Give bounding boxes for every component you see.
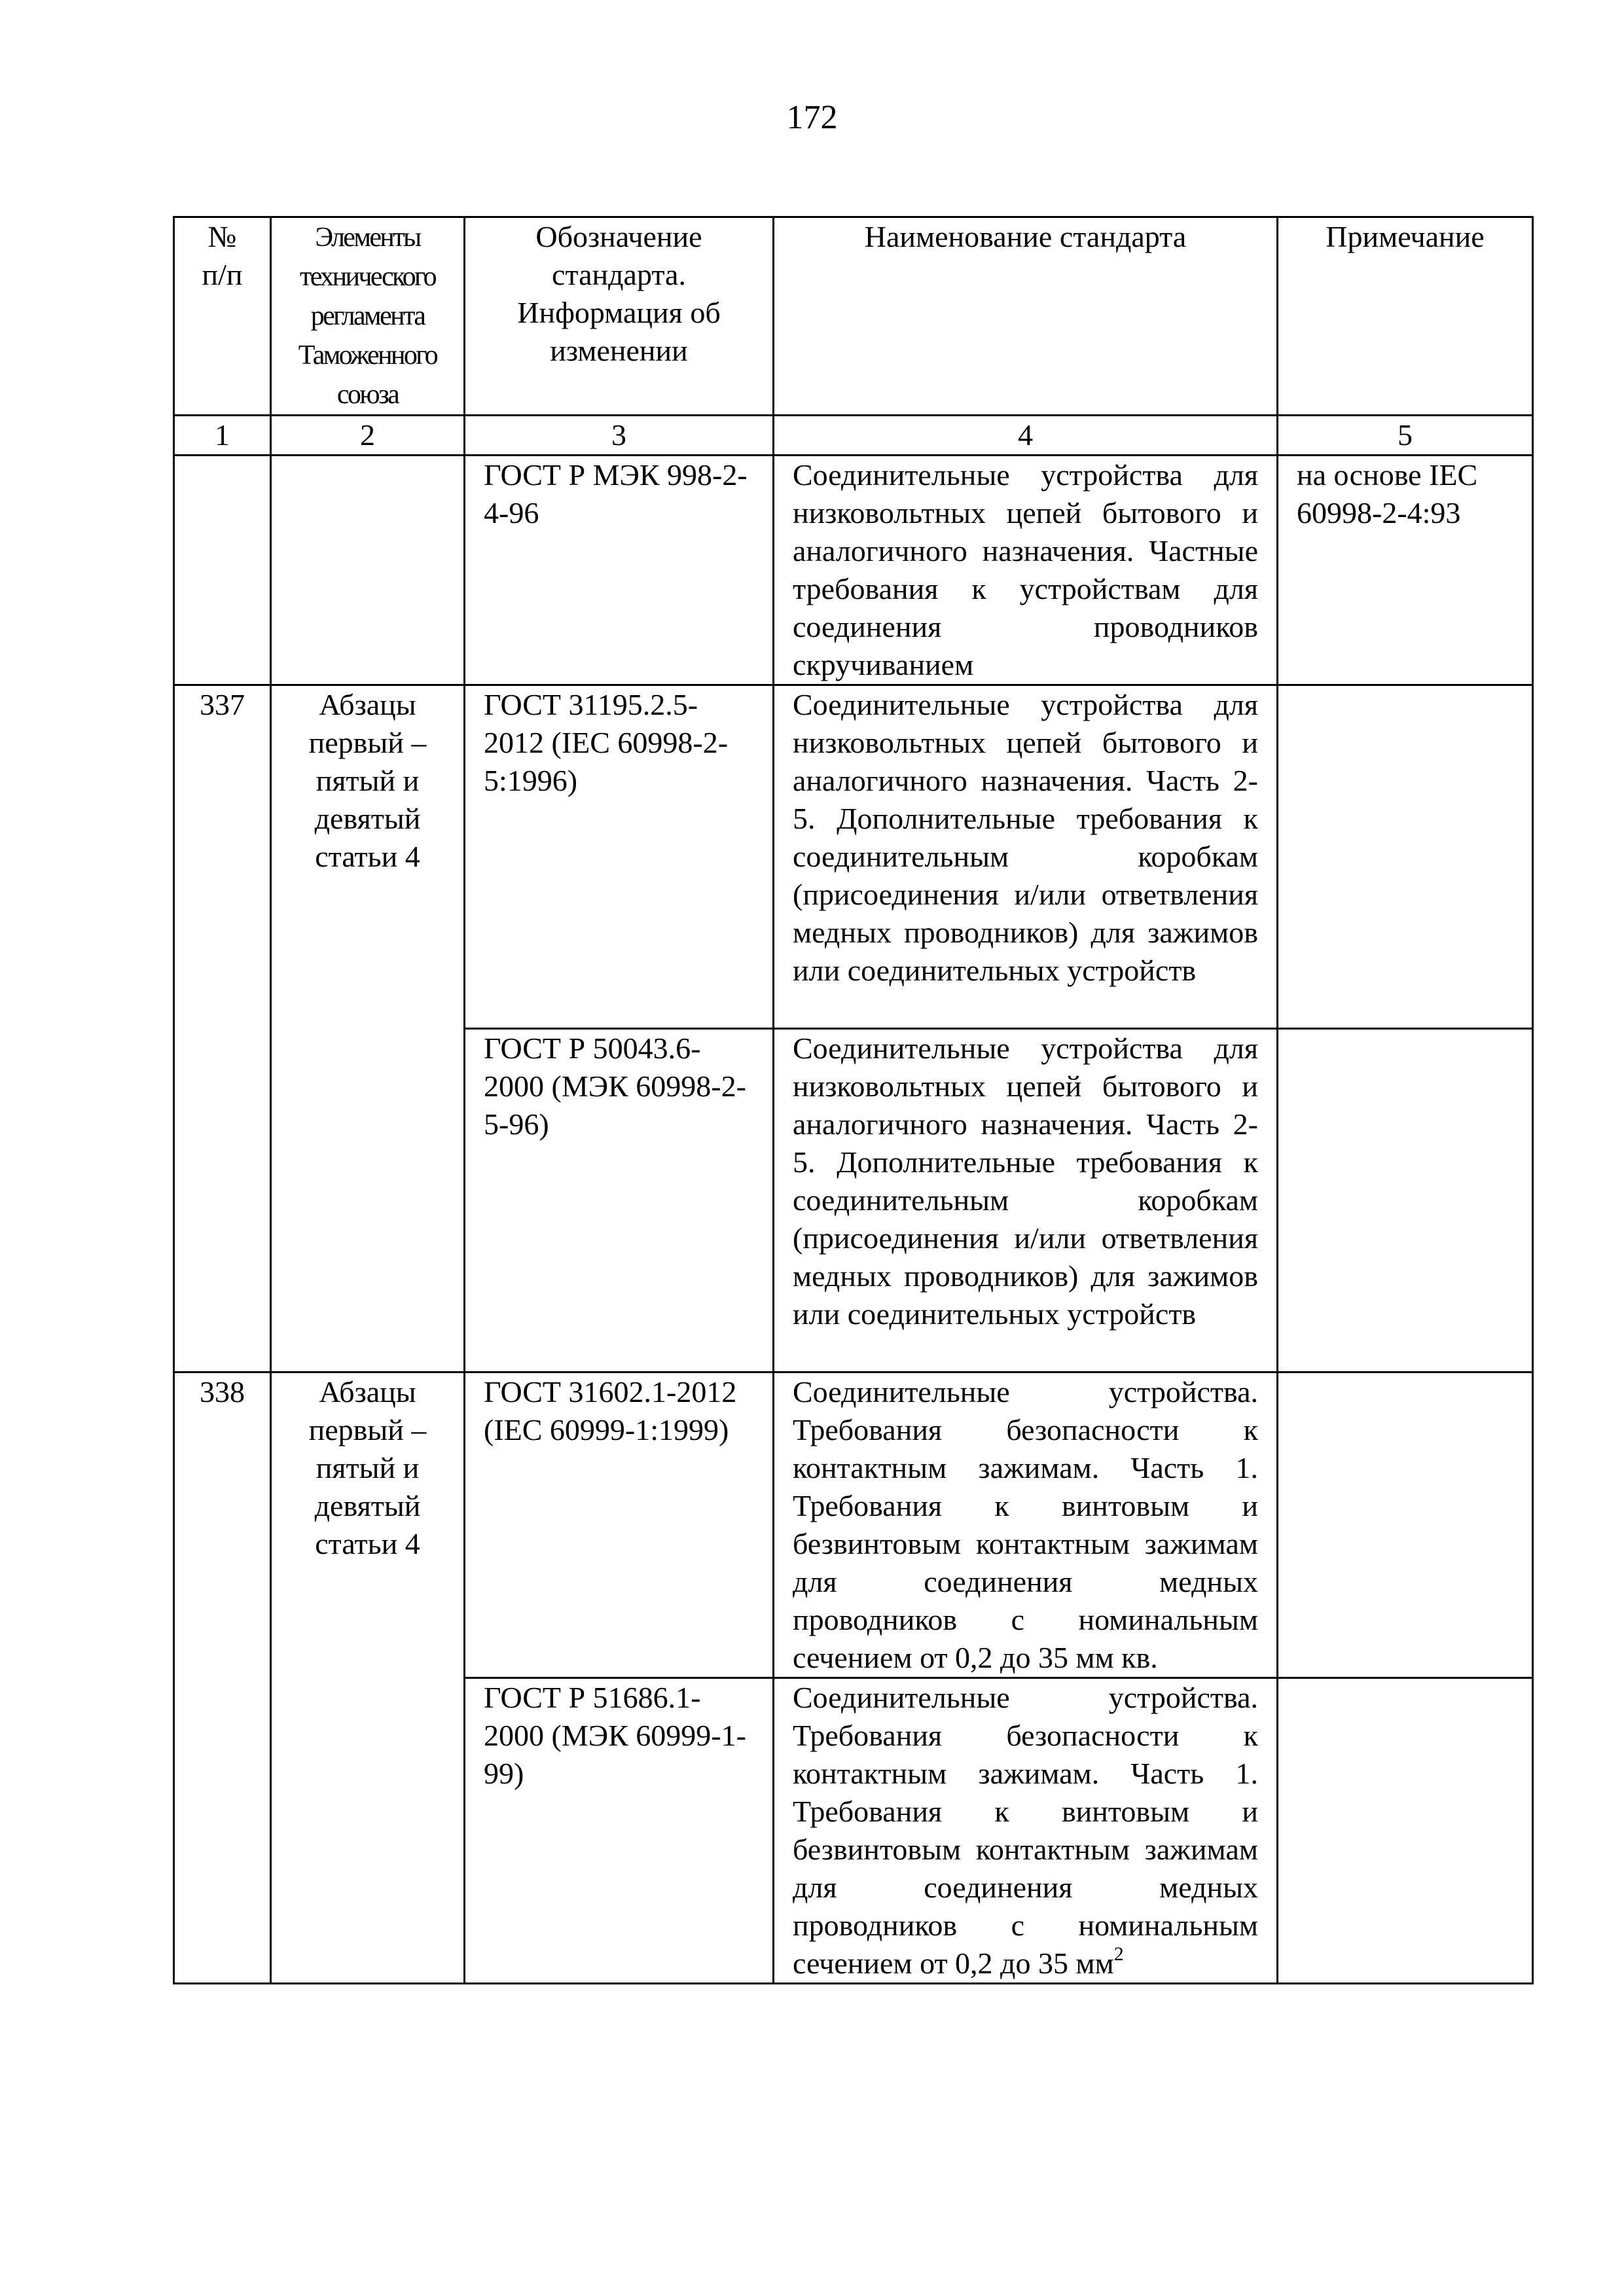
row-standard-name: Соединительные устройства для низковольтных цепей бытового и аналогичного назначения. Часть 2-5. Дополнительные требования к соединительным коробкам (присоединения и/или ответвления медных проводников) для зажимов или соединительных устройств — [774, 685, 1278, 1029]
row-note — [1278, 1372, 1533, 1678]
column-number-row — [174, 416, 1533, 456]
column-number: 3 — [465, 416, 774, 456]
header-standard-name: Наименование стандарта — [774, 217, 1278, 416]
row-standard-name: Соединительные устройства. Требования безопасности к контактным зажимам. Часть 1. Требования к винтовым и безвинтовым контактным зажимам для соединения медных проводников с номинальным сечением от 0,2 до 35 мм кв. — [774, 1372, 1278, 1678]
row-number — [174, 456, 271, 685]
row-regulation-elements: Абзацы первый – пятый и девятый статьи 4 — [271, 1372, 465, 1984]
row-number: 338 — [174, 1372, 271, 1984]
column-number: 1 — [174, 416, 271, 456]
standards-table — [173, 216, 1534, 1984]
column-number: 5 — [1278, 416, 1533, 456]
row-standard-name: Соединительные устройства. Требования безопасности к контактным зажимам. Часть 1. Требования к винтовым и безвинтовым контактным зажимам для соединения медных проводников с номинальным сечением от 0,2 до 35 мм — [793, 1681, 1258, 1980]
page-number: 172 — [786, 99, 838, 136]
row-standard-designation: ГОСТ Р 50043.6-2000 (МЭК 60998-2-5-96) — [465, 1029, 774, 1372]
row-note — [1278, 1029, 1533, 1372]
column-number: 4 — [774, 416, 1278, 456]
row-note: на основе IEC 60998-2-4:93 — [1278, 456, 1533, 685]
row-standard-name: Соединительные устройства для низковольтных цепей бытового и аналогичного назначения. Часть 2-5. Дополнительные требования к соединительным коробкам (присоединения и/или ответвления медных проводников) для зажимов или соединительных устройств — [774, 1029, 1278, 1372]
row-standard-name: Соединительные устройства для низковольтных цепей бытового и аналогичного назначения. Частные требования к устройствам для соединения проводников скручиванием — [774, 456, 1278, 685]
row-standard-designation: ГОСТ Р МЭК 998-2-4-96 — [465, 456, 774, 685]
row-note — [1278, 685, 1533, 1029]
row-standard-designation: ГОСТ 31195.2.5-2012 (IEC 60998-2-5:1996) — [465, 685, 774, 1029]
header-regulation-elements: Элементы технического регламента Таможенного союза — [271, 217, 465, 416]
row-number: 337 — [174, 685, 271, 1372]
row-standard-designation: ГОСТ 31602.1-2012 (IEC 60999-1:1999) — [465, 1372, 774, 1678]
header-standard-designation: Обозначение стандарта. Информация об изменении — [465, 217, 774, 416]
header-number: № п/п — [174, 217, 271, 416]
row-standard-name-cell — [774, 1678, 1278, 1984]
table-row — [174, 685, 1533, 1029]
table-header-row — [174, 217, 1533, 416]
row-note — [1278, 1678, 1533, 1984]
table-row — [174, 456, 1533, 685]
row-regulation-elements — [271, 456, 465, 685]
superscript: 2 — [1113, 1943, 1124, 1965]
row-regulation-elements: Абзацы первый – пятый и девятый статьи 4 — [271, 685, 465, 1372]
column-number: 2 — [271, 416, 465, 456]
table-row — [174, 1372, 1533, 1678]
row-standard-designation: ГОСТ Р 51686.1-2000 (МЭК 60999-1-99) — [465, 1678, 774, 1984]
header-note: Примечание — [1278, 217, 1533, 416]
